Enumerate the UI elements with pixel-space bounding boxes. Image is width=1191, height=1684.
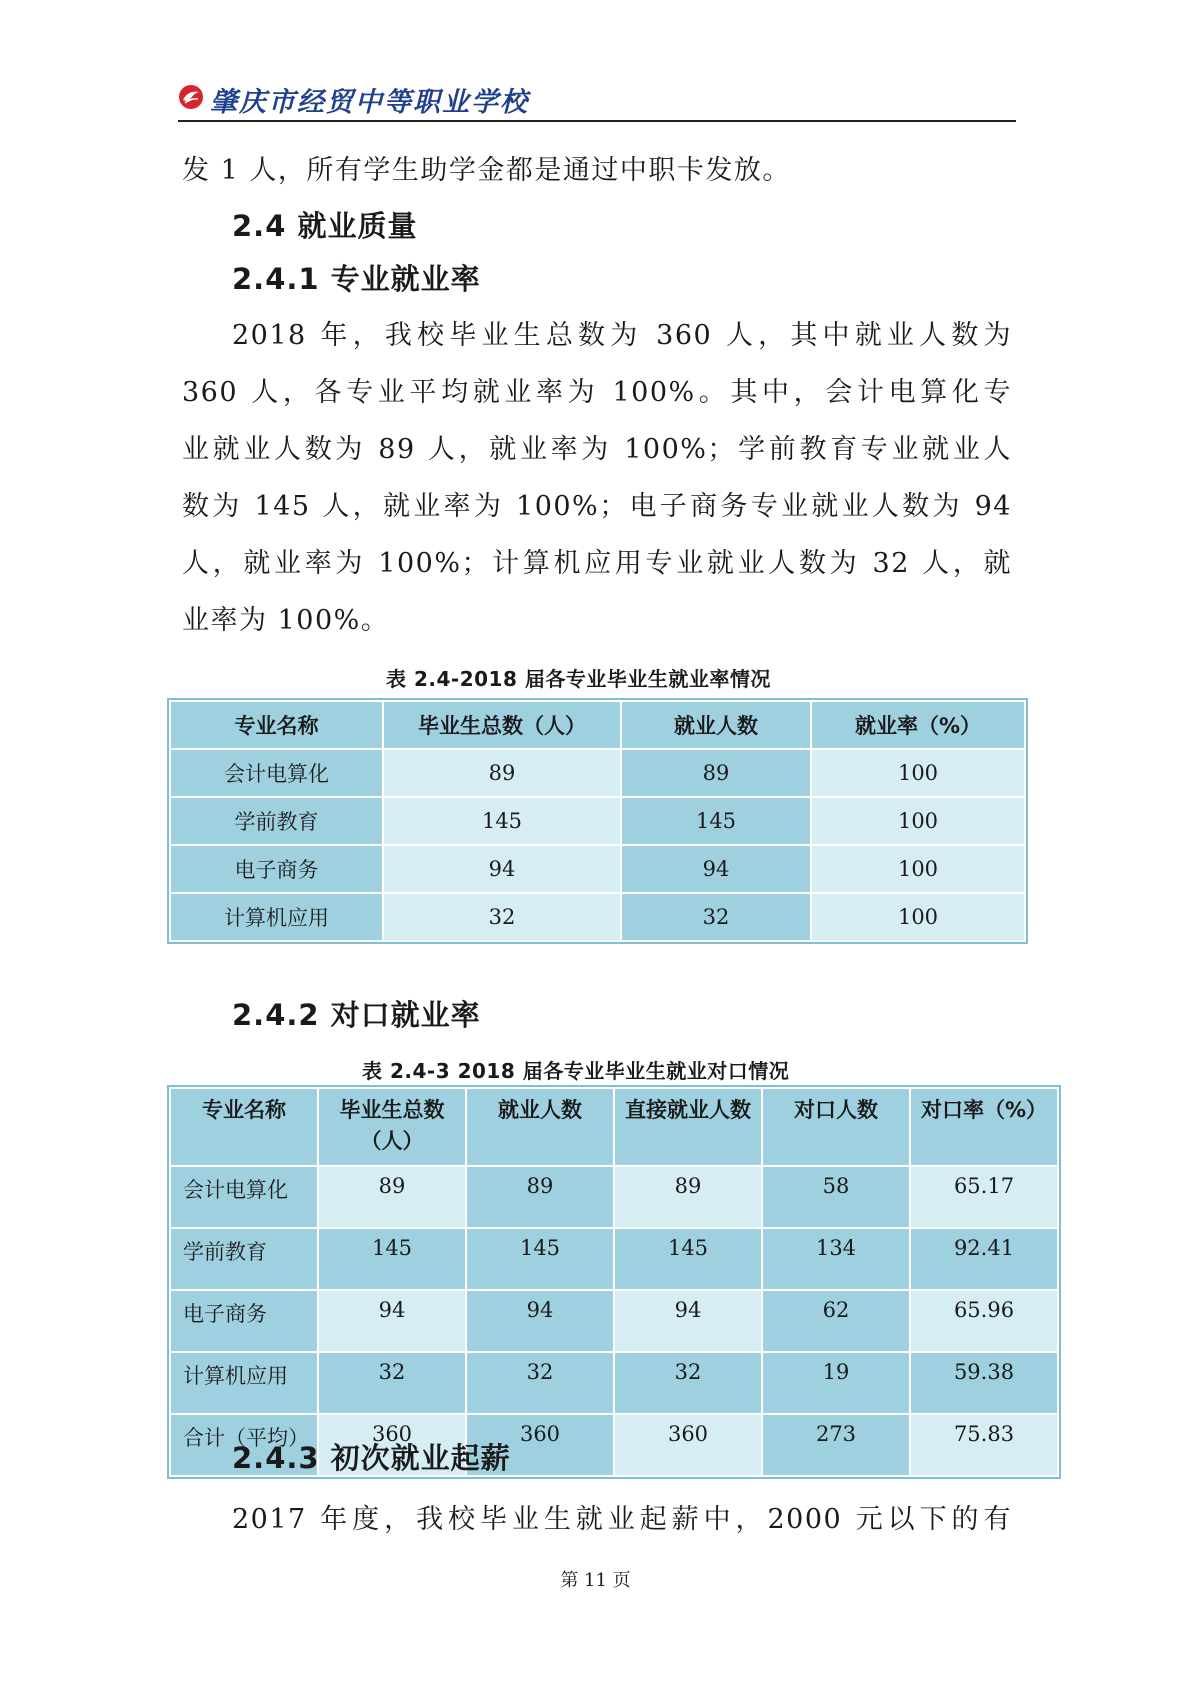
page-header bbox=[178, 78, 1016, 122]
table-cell: 会计电算化 bbox=[170, 1166, 318, 1228]
table-cell: 100 bbox=[811, 845, 1025, 893]
table2-caption: 表 2.4-3 2018 届各专业毕业生就业对口情况 bbox=[362, 1059, 790, 1083]
table-header-row bbox=[170, 1088, 1058, 1166]
table-cell: 134 bbox=[762, 1228, 910, 1290]
table-row bbox=[170, 893, 1025, 941]
table-cell: 62 bbox=[762, 1290, 910, 1352]
table-cell: 145 bbox=[318, 1228, 466, 1290]
table-cell: 94 bbox=[621, 845, 811, 893]
section-heading-2-4-1: 2.4.1 专业就业率 bbox=[232, 262, 481, 296]
employment-rate-line-6: 业率为 100%。 bbox=[182, 605, 390, 636]
page-number: 第 11 页 bbox=[560, 1570, 631, 1591]
table-cell: 100 bbox=[811, 749, 1025, 797]
column-header: 对口率（%） bbox=[910, 1088, 1058, 1166]
table-row bbox=[170, 845, 1025, 893]
column-header: 就业人数 bbox=[466, 1088, 614, 1166]
table-cell: 94 bbox=[466, 1290, 614, 1352]
starting-salary-paragraph: 2017 年度，我校毕业生就业起薪中，2000 元以下的有 bbox=[232, 1504, 1012, 1535]
employment-rate-line-1: 2018 年，我校毕业生总数为 360 人，其中就业人数为 bbox=[232, 320, 1012, 351]
column-header: 就业率（%） bbox=[811, 701, 1025, 749]
table-cell: 100 bbox=[811, 893, 1025, 941]
intro-paragraph: 发 1 人，所有学生助学金都是通过中职卡发放。 bbox=[182, 155, 791, 186]
table-cell: 273 bbox=[762, 1414, 910, 1476]
table-cell: 94 bbox=[614, 1290, 762, 1352]
table-cell: 合计（平均） bbox=[170, 1414, 318, 1476]
table-cell: 92.41 bbox=[910, 1228, 1058, 1290]
table-row bbox=[170, 797, 1025, 845]
table-cell: 89 bbox=[614, 1166, 762, 1228]
table-cell: 360 bbox=[466, 1414, 614, 1476]
column-header: 对口人数 bbox=[762, 1088, 910, 1166]
column-header: 直接就业人数 bbox=[614, 1088, 762, 1166]
school-name: 肇庆市经贸中等职业学校 bbox=[210, 87, 529, 118]
table-row bbox=[170, 749, 1025, 797]
table-cell: 89 bbox=[383, 749, 621, 797]
column-header: 就业人数 bbox=[621, 701, 811, 749]
section-heading-2-4-3: 2.4.3 初次就业起薪 bbox=[232, 1441, 511, 1475]
table-cell: 89 bbox=[466, 1166, 614, 1228]
table-cell: 94 bbox=[318, 1290, 466, 1352]
table-row bbox=[170, 1166, 1058, 1228]
employment-rate-line-2: 360 人，各专业平均就业率为 100%。其中，会计电算化专 bbox=[182, 377, 1012, 408]
employment-rate-line-3: 业就业人数为 89 人，就业率为 100%；学前教育专业就业人 bbox=[182, 434, 1012, 465]
table-cell: 360 bbox=[614, 1414, 762, 1476]
table-row bbox=[170, 1290, 1058, 1352]
table-cell: 100 bbox=[811, 797, 1025, 845]
table-cell: 59.38 bbox=[910, 1352, 1058, 1414]
table-cell: 学前教育 bbox=[170, 797, 383, 845]
table-cell: 32 bbox=[614, 1352, 762, 1414]
table-cell: 计算机应用 bbox=[170, 1352, 318, 1414]
table-cell: 58 bbox=[762, 1166, 910, 1228]
employment-rate-table bbox=[169, 700, 1026, 942]
table-cell: 学前教育 bbox=[170, 1228, 318, 1290]
table-row bbox=[170, 1228, 1058, 1290]
table-cell: 电子商务 bbox=[170, 845, 383, 893]
section-heading-2-4: 2.4 就业质量 bbox=[232, 209, 418, 243]
table-cell: 75.83 bbox=[910, 1414, 1058, 1476]
table-cell: 89 bbox=[318, 1166, 466, 1228]
employment-rate-line-4: 数为 145 人，就业率为 100%；电子商务专业就业人数为 94 bbox=[182, 491, 1012, 522]
school-logo-icon bbox=[178, 84, 204, 110]
table-cell: 32 bbox=[318, 1352, 466, 1414]
table-cell: 32 bbox=[621, 893, 811, 941]
table-header-row bbox=[170, 701, 1025, 749]
column-header: 专业名称 bbox=[170, 701, 383, 749]
employment-rate-line-5: 人，就业率为 100%；计算机应用专业就业人数为 32 人，就 bbox=[182, 548, 1012, 579]
table-row bbox=[170, 1352, 1058, 1414]
table-cell: 89 bbox=[621, 749, 811, 797]
table-cell: 电子商务 bbox=[170, 1290, 318, 1352]
matched-employment-table bbox=[169, 1087, 1059, 1477]
table-cell: 计算机应用 bbox=[170, 893, 383, 941]
column-header: 毕业生总数（人） bbox=[318, 1088, 466, 1166]
table-cell: 32 bbox=[466, 1352, 614, 1414]
table-cell: 145 bbox=[621, 797, 811, 845]
table-cell: 会计电算化 bbox=[170, 749, 383, 797]
column-header: 专业名称 bbox=[170, 1088, 318, 1166]
table-cell: 145 bbox=[466, 1228, 614, 1290]
table-cell: 32 bbox=[383, 893, 621, 941]
table-cell: 145 bbox=[383, 797, 621, 845]
table-cell: 360 bbox=[318, 1414, 466, 1476]
column-header: 毕业生总数（人） bbox=[383, 701, 621, 749]
section-heading-2-4-2: 2.4.2 对口就业率 bbox=[232, 998, 481, 1032]
table-cell: 65.17 bbox=[910, 1166, 1058, 1228]
table-cell: 19 bbox=[762, 1352, 910, 1414]
table1-caption: 表 2.4-2018 届各专业毕业生就业率情况 bbox=[386, 667, 771, 691]
table-cell: 145 bbox=[614, 1228, 762, 1290]
table-cell: 65.96 bbox=[910, 1290, 1058, 1352]
table-cell: 94 bbox=[383, 845, 621, 893]
